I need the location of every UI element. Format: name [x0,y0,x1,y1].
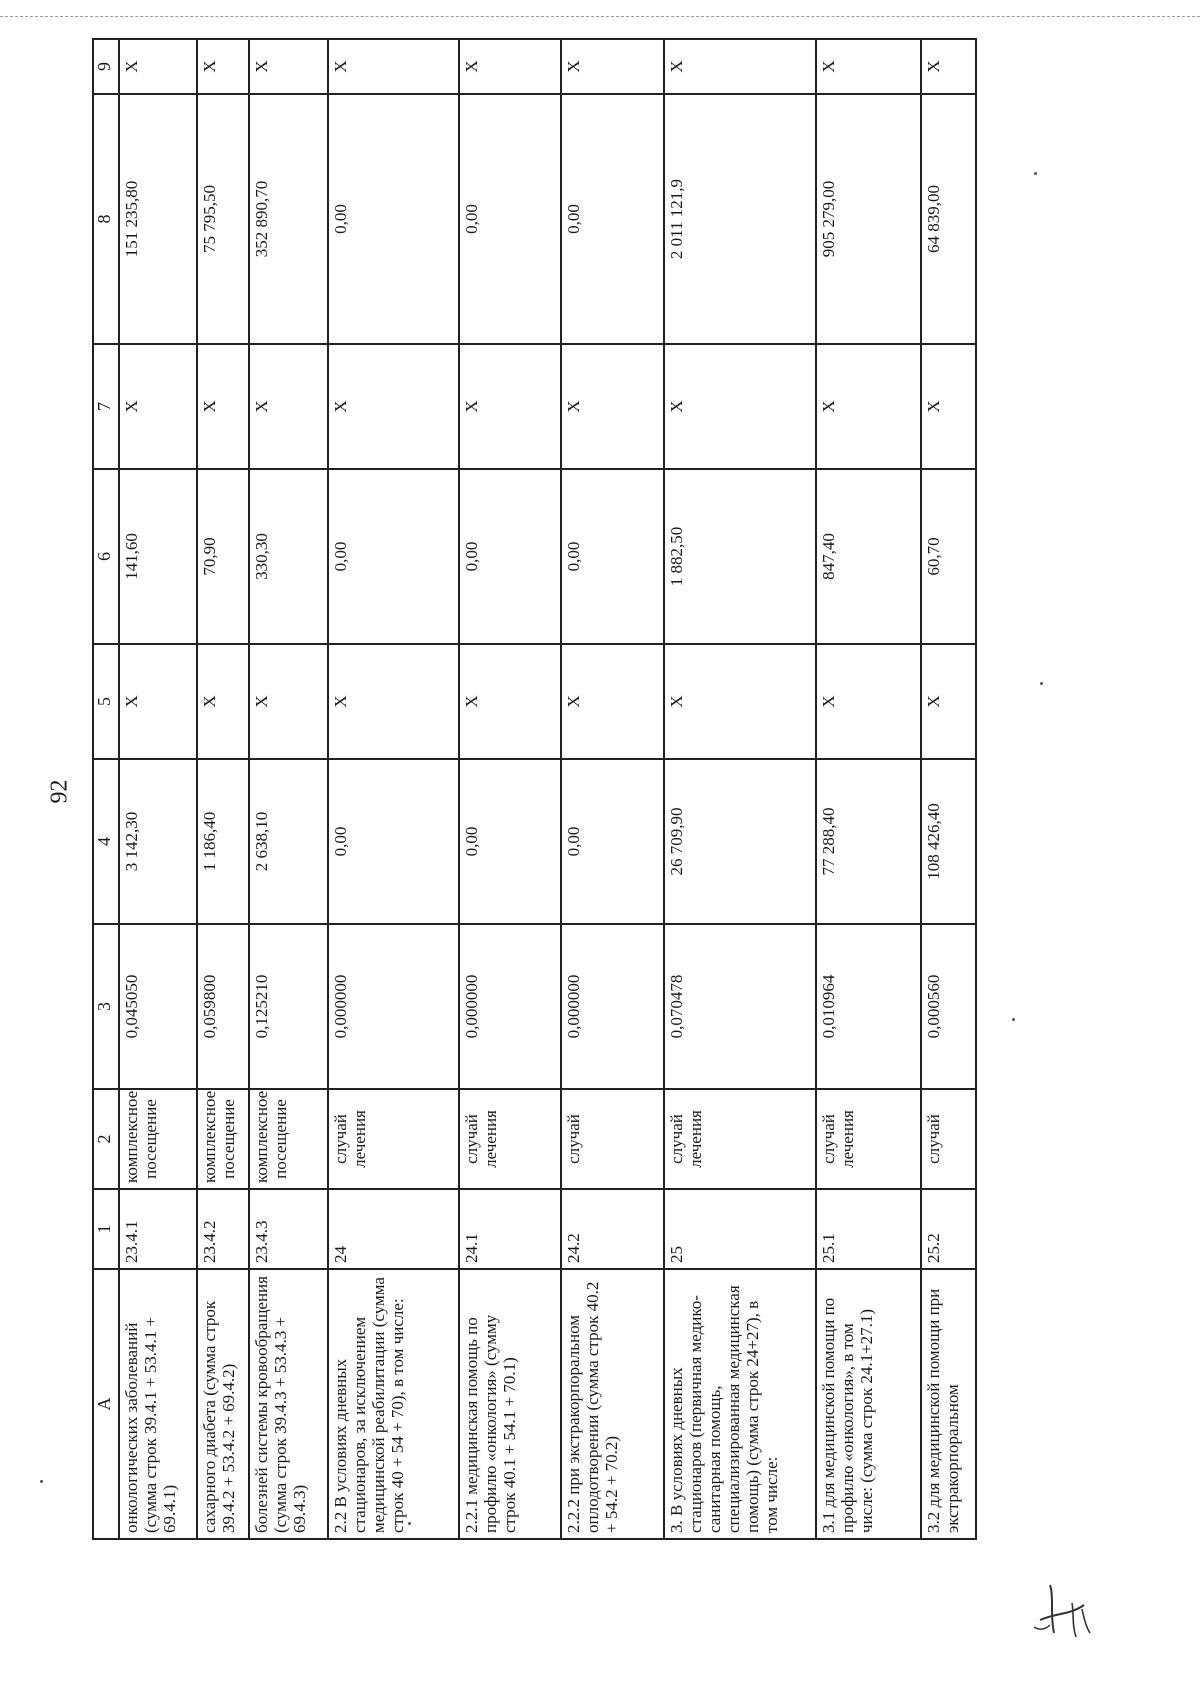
header-cell: 9 [93,39,119,94]
row-col5-cell: X [459,644,561,759]
row-col3-cell: 0,059800 [197,924,250,1089]
row-col4-cell: 0,00 [459,759,561,924]
row-unit-cell: случай [561,1089,664,1189]
row-col8-cell: 151 235,80 [119,94,197,344]
row-unit-cell: комплексное посещение [249,1089,328,1189]
row-name-cell: 3. В условиях дневных стационаров (первичная медико-санитарная помощь, специализированная медицинская помощь) (сумма строк 24+27), в том числе: [664,1269,816,1539]
handwritten-signature [1020,1575,1110,1645]
scan-speck [408,1522,411,1525]
row-col6-cell: 0,00 [459,469,561,644]
scan-speck [1012,1018,1015,1021]
row-col8-cell: 2 011 121,9 [664,94,816,344]
row-col6-cell: 0,00 [328,469,458,644]
row-col9-cell: X [664,39,816,94]
row-col7-cell: X [816,344,921,469]
row-col9-cell: X [119,39,197,94]
header-cell: 2 [93,1089,119,1189]
rotated-table-container [92,40,977,1540]
row-col5-cell: X [561,644,664,759]
row-col5-cell: X [249,644,328,759]
row-col3-cell: 0,000000 [459,924,561,1089]
row-line-number-cell: 23.4.2 [197,1189,250,1269]
row-col4-cell: 26 709,90 [664,759,816,924]
table-row [459,39,561,1539]
scan-speck [1040,682,1043,685]
row-col3-cell: 0,000560 [921,924,976,1089]
row-name-cell: сахарного диабета (сумма строк 39.4.2 + 53.4.2 + 69.4.2) [197,1269,250,1539]
row-col5-cell: X [119,644,197,759]
row-line-number-cell: 24 [328,1189,458,1269]
table-row [921,39,976,1539]
row-line-number-cell: 23.4.1 [119,1189,197,1269]
row-col9-cell: X [249,39,328,94]
row-col4-cell: 0,00 [561,759,664,924]
row-line-number-cell: 24.1 [459,1189,561,1269]
row-line-number-cell: 23.4.3 [249,1189,328,1269]
table-row [664,39,816,1539]
row-col3-cell: 0,010964 [816,924,921,1089]
row-col7-cell: X [328,344,458,469]
row-col4-cell: 108 426,40 [921,759,976,924]
scan-speck [1034,172,1037,175]
row-col4-cell: 3 142,30 [119,759,197,924]
row-col9-cell: X [328,39,458,94]
row-unit-cell: случай лечения [816,1089,921,1189]
row-col9-cell: X [459,39,561,94]
row-col7-cell: X [561,344,664,469]
row-col6-cell: 70,90 [197,469,250,644]
table-header-row [93,39,119,1539]
row-col7-cell: X [119,344,197,469]
row-unit-cell: случай [921,1089,976,1189]
row-col4-cell: 2 638,10 [249,759,328,924]
table-row [119,39,197,1539]
row-unit-cell: случай лечения [664,1089,816,1189]
row-col3-cell: 0,070478 [664,924,816,1089]
row-unit-cell: комплексное посещение [119,1089,197,1189]
header-cell: 6 [93,469,119,644]
row-col3-cell: 0,000000 [561,924,664,1089]
header-cell: 1 [93,1189,119,1269]
table-row [816,39,921,1539]
header-cell: 8 [93,94,119,344]
row-col9-cell: X [561,39,664,94]
row-col5-cell: X [816,644,921,759]
row-name-cell: 2.2 В условиях дневных стационаров, за исключением медицинской реабилитации (сумма строк 40 + 54 + 70), в том числе: [328,1269,458,1539]
row-col5-cell: X [664,644,816,759]
row-line-number-cell: 24.2 [561,1189,664,1269]
row-col8-cell: 0,00 [561,94,664,344]
table-row [561,39,664,1539]
row-col6-cell: 60,70 [921,469,976,644]
row-line-number-cell: 25.2 [921,1189,976,1269]
table-row [249,39,328,1539]
row-col6-cell: 330,30 [249,469,328,644]
row-col8-cell: 64 839,00 [921,94,976,344]
row-col8-cell: 905 279,00 [816,94,921,344]
row-name-cell: онкологических заболеваний (сумма строк 39.4.1 + 53.4.1 + 69.4.1) [119,1269,197,1539]
row-col5-cell: X [921,644,976,759]
row-line-number-cell: 25 [664,1189,816,1269]
row-col3-cell: 0,000000 [328,924,458,1089]
header-cell: A [93,1269,119,1539]
row-col3-cell: 0,045050 [119,924,197,1089]
header-cell: 7 [93,344,119,469]
row-col7-cell: X [197,344,250,469]
page-number: 92 [46,779,73,804]
row-col7-cell: X [459,344,561,469]
row-name-cell: болезней системы кровообращения (сумма строк 39.4.3 + 53.4.3 + 69.4.3) [249,1269,328,1539]
row-col7-cell: X [664,344,816,469]
row-unit-cell: случай лечения [459,1089,561,1189]
row-col5-cell: X [328,644,458,759]
header-cell: 3 [93,924,119,1089]
row-col4-cell: 0,00 [328,759,458,924]
row-name-cell: 3.2 для медицинской помощи при экстракорпоральном [921,1269,976,1539]
row-name-cell: 2.2.2 при экстракорпоральном оплодотворении (сумма строк 40.2 + 54.2 + 70.2) [561,1269,664,1539]
row-unit-cell: случай лечения [328,1089,458,1189]
row-col7-cell: X [249,344,328,469]
row-col9-cell: X [921,39,976,94]
table-row [197,39,250,1539]
header-cell: 5 [93,644,119,759]
row-col6-cell: 1 882,50 [664,469,816,644]
row-name-cell: 3.1 для медицинской помощи по профилю «онкология», в том числе: (сумма строк 24.1+27.1) [816,1269,921,1539]
row-name-cell: 2.2.1 медицинская помощь по профилю «онкология» (сумму строк 40.1 + 54.1 + 70.1) [459,1269,561,1539]
row-col6-cell: 847,40 [816,469,921,644]
data-table [92,38,977,1540]
row-col8-cell: 0,00 [328,94,458,344]
row-col4-cell: 77 288,40 [816,759,921,924]
row-col7-cell: X [921,344,976,469]
row-col3-cell: 0,125210 [249,924,328,1089]
row-col8-cell: 0,00 [459,94,561,344]
scan-speck [40,1480,43,1483]
row-col8-cell: 75 795,50 [197,94,250,344]
row-line-number-cell: 25.1 [816,1189,921,1269]
header-cell: 4 [93,759,119,924]
row-col5-cell: X [197,644,250,759]
row-unit-cell: комплексное посещение [197,1089,250,1189]
row-col4-cell: 1 186,40 [197,759,250,924]
row-col8-cell: 352 890,70 [249,94,328,344]
row-col9-cell: X [197,39,250,94]
row-col6-cell: 141,60 [119,469,197,644]
table-row [328,39,458,1539]
row-col9-cell: X [816,39,921,94]
scan-edge-line [0,16,1200,17]
row-col6-cell: 0,00 [561,469,664,644]
